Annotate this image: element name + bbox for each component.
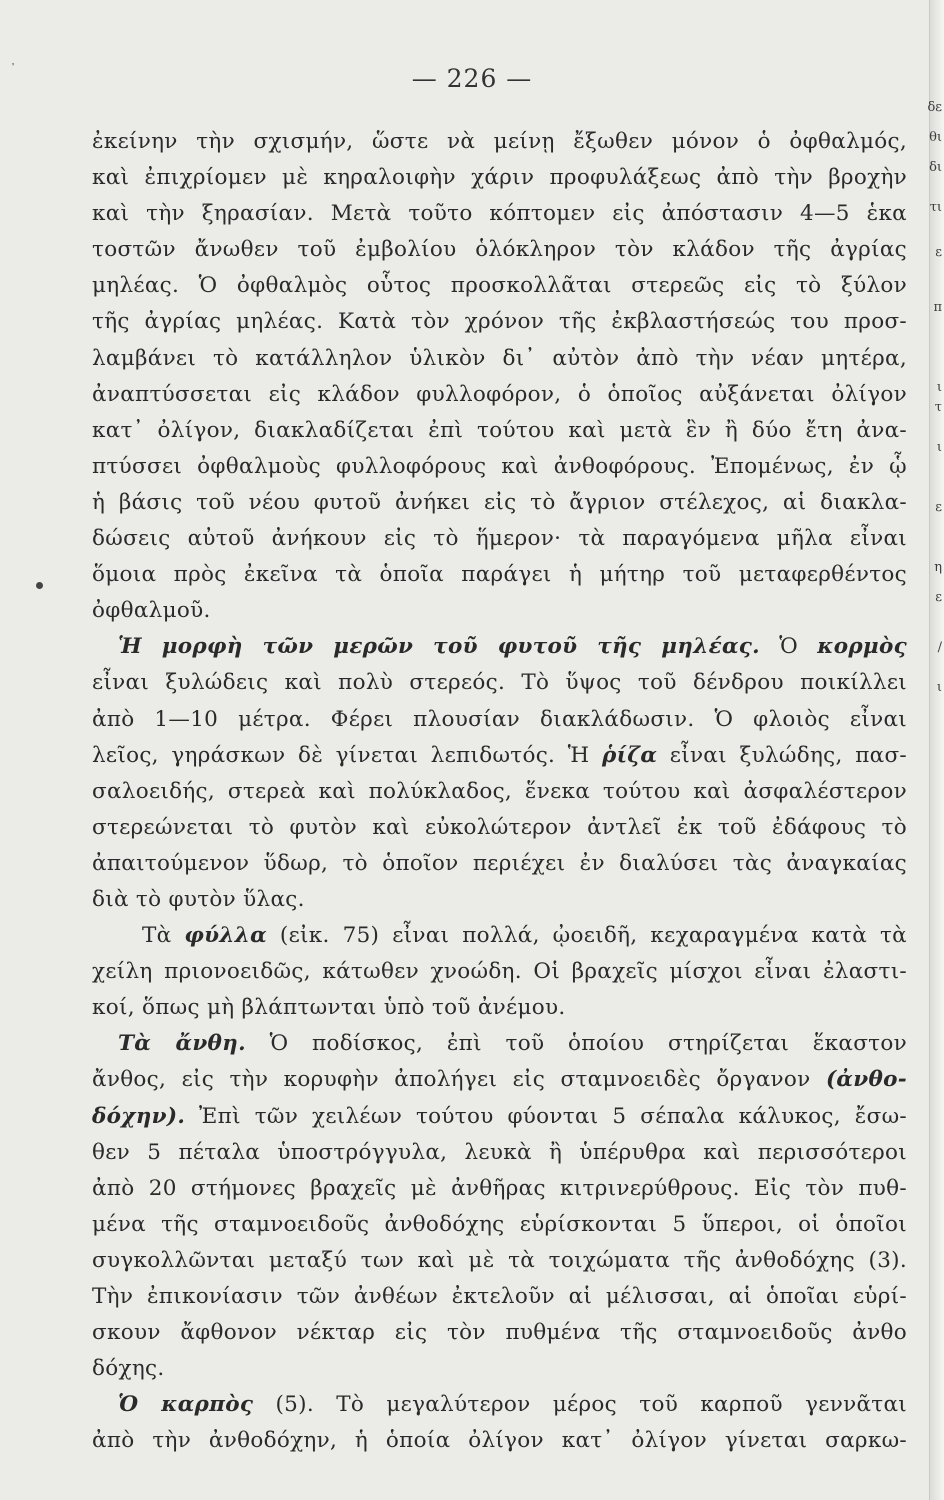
- text-segment: εἶναι ξυλώδης, πασ-: [657, 742, 907, 768]
- text-segment: χείλη πριονοειδῶς, κάτωθεν χνοώδη. Οἱ βραχεῖς μίσχοι εἶναι ἐλαστι-: [92, 959, 907, 985]
- text-segment: Ἐπὶ τῶν χειλέων τούτου φύονται 5 σέπαλα κάλυκος, ἔσω-: [185, 1103, 907, 1129]
- text-line: [92, 449, 907, 485]
- text-segment: σαλοειδής, στερεὰ καὶ πολύκλαδος, ἕνεκα τούτου καὶ ἀσφαλέστερον: [92, 778, 907, 804]
- edge-glyph: δε: [927, 100, 942, 115]
- scan-speck: ᾽: [10, 62, 16, 76]
- text-segment: ἡ βάσις τοῦ νέου φυτοῦ ἀνήκει εἰς τὸ ἄγριον στέλεχος, αἱ διακλα-: [92, 489, 907, 515]
- text-line: [92, 1207, 907, 1243]
- text-line: [92, 1315, 907, 1351]
- text-line: [92, 160, 907, 196]
- text-segment: ἀπὸ τὴν ἀνθοδόχην, ἡ ὁποία ὀλίγον κατ᾽ ὀλίγον γίνεται σαρκω-: [92, 1428, 907, 1454]
- text-segment: ἀπὸ 1—10 μέτρα. Φέρει πλουσίαν διακλάδωσιν. Ὁ φλοιὸς εἶναι: [92, 706, 907, 732]
- text-segment: εἶναι ξυλώδεις καὶ πολὺ στερεός. Τὸ ὕψος τοῦ δένδρου ποικίλλει: [92, 670, 907, 696]
- margin-dot: [36, 582, 43, 589]
- page-number: — 226 —: [411, 64, 533, 93]
- text-line: [92, 485, 907, 521]
- text-line: [92, 774, 907, 810]
- text-line: [92, 1099, 907, 1135]
- text-segment: (5). Τὸ μεγαλύτερον μέρος τοῦ καρποῦ γεννᾶται: [253, 1392, 908, 1418]
- text-segment: Ὁ ποδίσκος, ἐπὶ τοῦ ὁποίου στηρίζεται ἕκαστον: [245, 1031, 907, 1057]
- text-line: [92, 377, 907, 413]
- text-segment: ἀπὸ 20 στήμονες βραχεῖς μὲ ἀνθῆρας κιτρινερύθρους. Εἰς τὸν πυθ-: [92, 1175, 907, 1201]
- text-line: [92, 954, 907, 990]
- text-segment: ὅμοια πρὸς ἐκεῖνα τὰ ὁποῖα παράγει ἡ μήτηρ τοῦ μεταφερθέντος: [92, 562, 907, 588]
- text-segment: τοστῶν ἄνωθεν τοῦ ἐμβολίου ὁλόκληρον τὸν κλάδον τῆς ἀγρίας: [92, 237, 907, 263]
- text-line: [92, 413, 907, 449]
- edge-glyph: τ: [934, 400, 942, 415]
- edge-glyph: ι: [936, 680, 942, 695]
- text-line: [92, 341, 907, 377]
- text-line: [92, 521, 907, 557]
- text-segment: Ὁ: [759, 634, 818, 660]
- text-segment: συγκολλῶνται μεταξύ των καὶ μὲ τὰ τοιχώματα τῆς ἀνθοδόχης (3).: [92, 1247, 907, 1273]
- text-segment: ἀναπτύσσεται εἰς κλάδον φυλλοφόρον, ὁ ὁποῖος αὐξάνεται ὀλίγον: [92, 381, 907, 407]
- edge-glyph: ε: [935, 590, 942, 605]
- text-segment: ἀπαιτούμενον ὕδωρ, τὸ ὁποῖον περιέχει ἐν διαλύσει τὰς ἀναγκαίας: [92, 850, 907, 876]
- emphasized-term: δόχην).: [92, 1103, 186, 1129]
- text-segment: κατ᾽ ὀλίγον, διακλαδίζεται ἐπὶ τούτου καὶ μετὰ ἓν ἢ δύο ἔτη ἀνα-: [92, 417, 907, 443]
- text-segment: Τὴν ἐπικονίασιν τῶν ἀνθέων ἐκτελοῦν αἱ μέλισσαι, αἱ ὁποῖαι εὑρί-: [92, 1284, 907, 1309]
- text-segment: καὶ ἐπιχρίομεν μὲ κηραλοιφὴν χάριν προφυλάξεως ἀπὸ τὴν βροχὴν: [92, 165, 907, 191]
- text-line: [92, 593, 907, 629]
- edge-glyph: ι: [936, 440, 942, 455]
- text-line: [92, 1387, 907, 1423]
- text-segment: λεῖος, γηράσκων δὲ γίνεται λεπιδωτός. Ἡ: [92, 742, 602, 768]
- text-segment: σκουν ἄφθονον νέκταρ εἰς τὸν πυθμένα τῆς σταμνοειδοῦς ἀνθο: [92, 1320, 907, 1346]
- emphasized-term: Ὁ καρπὸς: [118, 1392, 254, 1418]
- text-segment: ἄνθος, εἰς τὴν κορυφὴν ἀπολήγει εἰς σταμνοειδὲς ὄργανον: [92, 1067, 826, 1093]
- text-segment: ὀφθαλμοῦ.: [92, 598, 211, 624]
- text-segment: μηλέας. Ὁ ὀφθαλμὸς οὗτος προσκολλᾶται στερεῶς εἰς τὸ ξύλον: [92, 273, 907, 299]
- edge-glyph: π: [933, 300, 942, 315]
- text-line: [92, 232, 907, 268]
- text-line: [92, 1243, 907, 1279]
- edge-glyph: ε: [935, 245, 942, 260]
- text-segment: δόχης.: [92, 1356, 165, 1382]
- text-segment: Τὰ: [142, 923, 185, 949]
- text-line: [92, 918, 907, 954]
- emphasized-term: (ἀνθο-: [825, 1067, 907, 1093]
- emphasized-term: φύλλα: [184, 923, 267, 949]
- text-segment: κοί, ὅπως μὴ βλάπτωνται ὑπὸ τοῦ ἀνέμου.: [92, 995, 566, 1021]
- edge-glyph: θι: [929, 130, 942, 145]
- edge-glyph: δι: [929, 160, 942, 175]
- text-segment: στερεώνεται τὸ φυτὸν καὶ εὐκολώτερον ἀντλεῖ ἐκ τοῦ ἐδάφους τὸ: [92, 814, 907, 840]
- edge-glyph: ι: [936, 380, 942, 395]
- text-line: [92, 738, 907, 774]
- text-line: [92, 810, 907, 846]
- text-line: [92, 196, 907, 232]
- text-line: [92, 268, 907, 304]
- edge-glyph: ε: [935, 500, 942, 515]
- text-segment: δώσεις αὐτοῦ ἀνήκουν εἰς τὸ ἥμερον· τὰ παραγόμενα μῆλα εἶναι: [92, 526, 907, 552]
- text-line: [92, 304, 907, 340]
- text-line: [92, 557, 907, 593]
- emphasized-term: ῥίζα: [602, 742, 658, 768]
- text-line: [92, 1062, 907, 1098]
- text-segment: μένα τῆς σταμνοειδοῦς ἀνθοδόχης εὑρίσκονται 5 ὕπεροι, οἱ ὁποῖοι: [92, 1211, 907, 1237]
- text-segment: διὰ τὸ φυτὸν ὕλας.: [92, 886, 305, 912]
- emphasized-term: κορμὸς: [817, 634, 908, 660]
- text-segment: (εἰκ. 75) εἶναι πολλά, ᾠοειδῆ, κεχαραγμένα κατὰ τὰ: [266, 923, 907, 949]
- text-segment: τῆς ἀγρίας μηλέας. Κατὰ τὸν χρόνον τῆς ἐκβλαστήσεώς του προσ-: [92, 309, 907, 335]
- text-line: [92, 702, 907, 738]
- edge-glyph: η: [934, 560, 942, 575]
- text-segment: ἐκείνην τὴν σχισμήν, ὥστε νὰ μείνῃ ἔξωθεν μόνον ὁ ὀφθαλμός,: [92, 129, 907, 154]
- edge-glyph: /: [937, 640, 942, 655]
- text-line: [92, 1135, 907, 1171]
- text-line: [92, 1423, 907, 1459]
- text-line: [92, 1171, 907, 1207]
- edge-glyph: τι: [929, 200, 942, 215]
- text-segment: λαμβάνει τὸ κατάλληλον ὑλικὸν δι᾽ αὐτὸν ἀπὸ τὴν νέαν μητέρα,: [92, 345, 907, 371]
- text-line: [92, 629, 907, 665]
- text-line: [92, 1026, 907, 1062]
- text-line: [92, 882, 907, 918]
- emphasized-term: Τὰ ἄνθη.: [118, 1031, 246, 1057]
- text-line: [92, 846, 907, 882]
- text-line: [92, 124, 907, 160]
- adjacent-page-edge: [929, 0, 944, 1500]
- text-segment: καὶ τὴν ξηρασίαν. Μετὰ τοῦτο κόπτομεν εἰς ἀπόστασιν 4—5 ἑκα: [92, 201, 907, 227]
- text-segment: πτύσσει ὀφθαλμοὺς φυλλοφόρους καὶ ἀνθοφόρους. Ἐπομένως, ἐν ᾧ: [92, 453, 907, 479]
- emphasized-term: Ἡ μορφὴ τῶν μερῶν τοῦ φυτοῦ τῆς μηλέας.: [118, 634, 760, 660]
- text-line: [92, 1279, 907, 1315]
- body-text: [92, 124, 907, 1459]
- text-line: [92, 1351, 907, 1387]
- text-line: [92, 990, 907, 1026]
- text-line: [92, 665, 907, 701]
- text-segment: θεν 5 πέταλα ὑποστρόγγυλα, λευκὰ ἢ ὑπέρυθρα καὶ περισσότεροι: [92, 1139, 907, 1165]
